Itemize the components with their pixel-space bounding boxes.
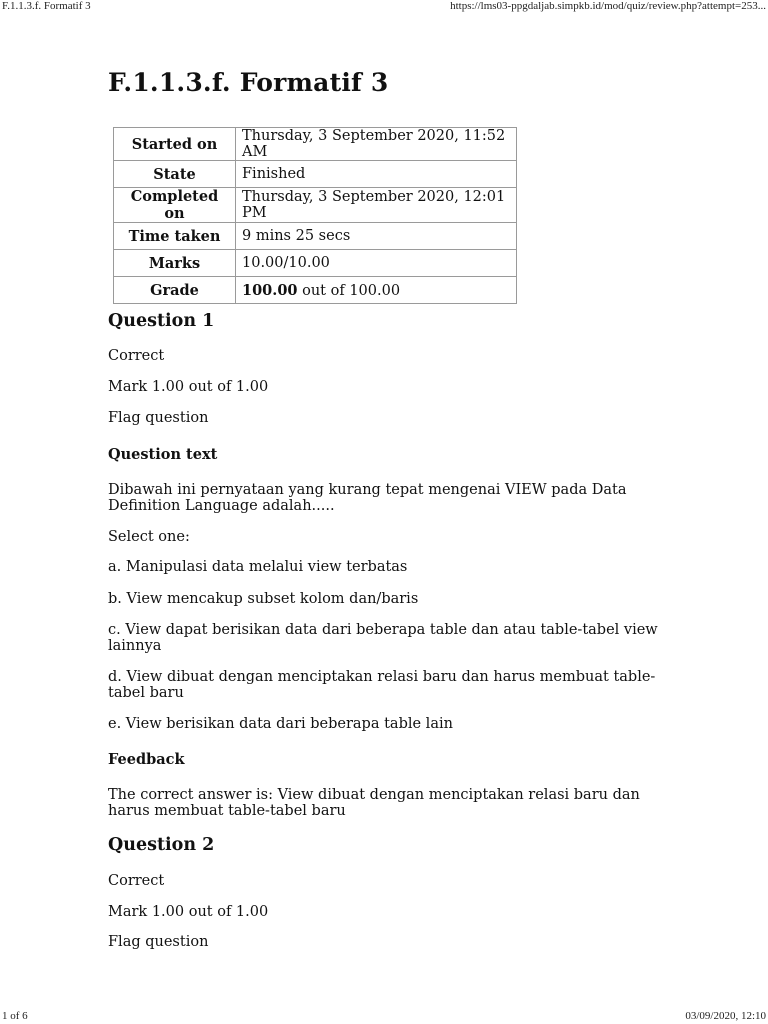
question-1-flag[interactable]	[108, 410, 668, 426]
summary-label: Completed on	[114, 188, 236, 223]
select-one-label: Select one:	[108, 529, 190, 545]
summary-label: Grade	[114, 277, 236, 304]
question-2-status: Correct	[108, 873, 165, 889]
print-header	[0, 0, 768, 14]
page-number: 1 of 6	[2, 1010, 28, 1022]
table-row	[114, 188, 517, 223]
table-row	[114, 277, 517, 304]
print-header-url[interactable]: https://lms03-ppgdaljab.simpkb.id/mod/quiz/review.php?attempt=253...	[450, 0, 766, 12]
answer-option-b[interactable]: b. View mencakup subset kolom dan/baris	[108, 591, 419, 607]
summary-label: State	[114, 161, 236, 188]
question-2-mark: Mark 1.00 out of 1.00	[108, 904, 269, 920]
feedback-text: The correct answer is: View dibuat dengan menciptakan relasi baru dan harus membuat table-tabel baru	[108, 787, 640, 819]
summary-label: Started on	[114, 128, 236, 161]
page-title: F.1.1.3.f. Formatif 3	[108, 68, 389, 97]
table-row	[114, 128, 517, 161]
table-row	[114, 161, 517, 188]
question-2-heading: Question 2	[108, 835, 215, 855]
summary-value	[236, 277, 517, 304]
flag-question-link[interactable]: Flag question	[108, 934, 209, 950]
print-datetime: 03/09/2020, 12:10	[685, 1010, 766, 1022]
print-footer	[0, 1010, 768, 1024]
summary-value: 10.00/10.00	[236, 250, 517, 277]
grade-out-of: out of 100.00	[297, 282, 401, 299]
summary-label: Marks	[114, 250, 236, 277]
question-1-text-heading: Question text	[108, 446, 218, 463]
question-1-heading: Question 1	[108, 311, 215, 331]
answer-option-e[interactable]: e. View berisikan data dari beberapa table lain	[108, 716, 453, 732]
summary-value: Finished	[236, 161, 517, 188]
flag-question-link[interactable]: Flag question	[108, 410, 209, 426]
print-header-title: F.1.1.3.f. Formatif 3	[2, 0, 91, 12]
feedback-heading: Feedback	[108, 751, 185, 768]
summary-value: Thursday, 3 September 2020, 12:01 PM	[236, 188, 517, 223]
attempt-summary-table	[113, 127, 517, 304]
summary-label: Time taken	[114, 223, 236, 250]
table-row	[114, 250, 517, 277]
answer-option-a[interactable]: a. Manipulasi data melalui view terbatas	[108, 559, 408, 575]
grade-value: 100.00	[242, 281, 298, 299]
question-1-mark: Mark 1.00 out of 1.00	[108, 379, 269, 395]
summary-value: Thursday, 3 September 2020, 11:52 AM	[236, 128, 517, 161]
question-1-text: Dibawah ini pernyataan yang kurang tepat mengenai VIEW pada Data Definition Language adalah.....	[108, 482, 627, 514]
answer-option-d[interactable]: d. View dibuat dengan menciptakan relasi baru dan harus membuat table-tabel baru	[108, 669, 656, 701]
table-row	[114, 223, 517, 250]
question-1-status: Correct	[108, 348, 165, 364]
summary-value: 9 mins 25 secs	[236, 223, 517, 250]
answer-option-c[interactable]: c. View dapat berisikan data dari beberapa table dan atau table-tabel view lainnya	[108, 622, 658, 654]
question-2-flag[interactable]	[108, 934, 668, 950]
